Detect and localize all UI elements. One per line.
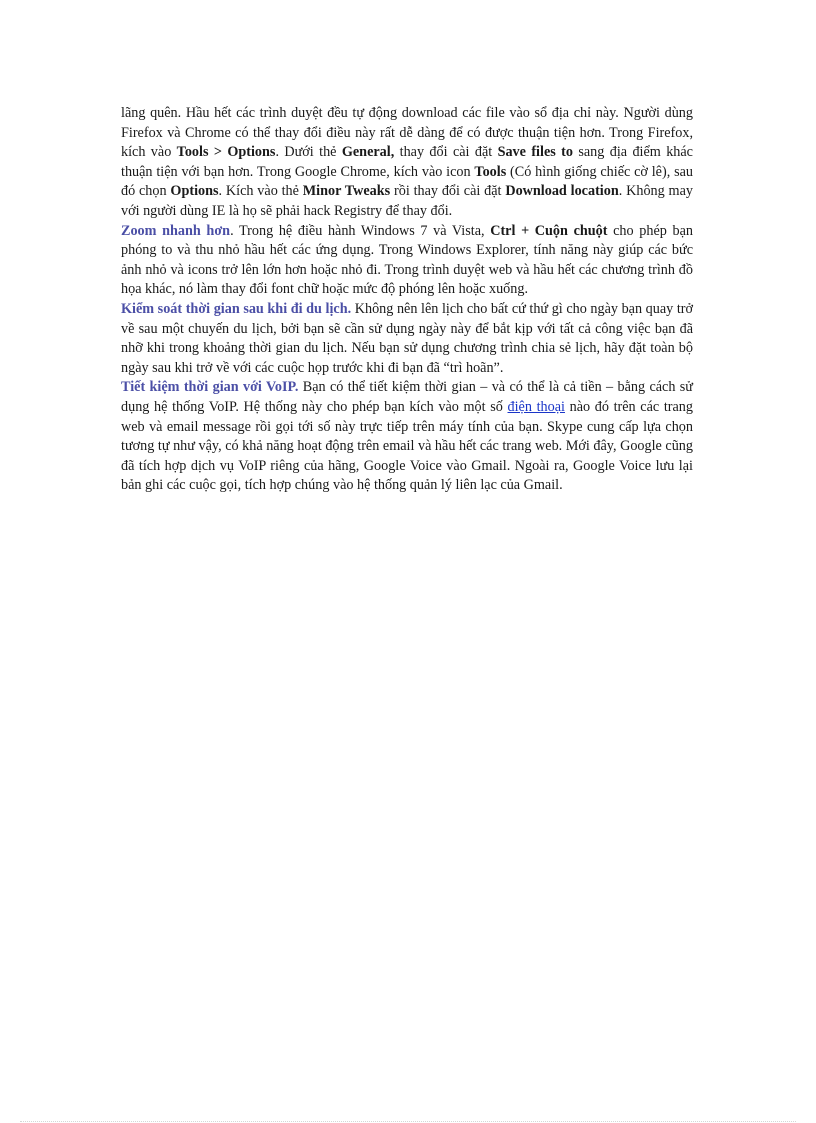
text-run: Bạn có thể tiết kiệm thời gian – và có thể là cả tiền – bằng cách sử dụng hệ thống VoIP. Hệ thống này cho phép bạn kích vào một số	[121, 379, 693, 415]
text-run: . Kích vào thẻ	[218, 183, 303, 200]
bold-term: Minor Tweaks	[302, 183, 391, 200]
text-run: Không nên lên lịch cho bất cứ thứ gì cho ngày bạn quay trở về sau một chuyến du lịch, bởi bạn sẽ cần sử dụng ngày này để bắt kịp với tất cả công việc bạn đã nhỡ khi trong khoảng thời gian du lịch. Nếu bạn sử dụng chương trình chia sẻ lịch, hãy đặt toàn bộ ngày sau khi trở về với các cuộc họp trước khi đi bạn đã “trì hoãn”.	[121, 300, 694, 376]
phone-number-link[interactable]: điện thoại	[507, 398, 565, 415]
paragraph-travel	[121, 300, 693, 378]
paragraph-zoom	[121, 222, 693, 300]
text-run: cho phép bạn phóng to và thu nhỏ hầu hết các ứng dụng. Trong Windows Explorer, tính năng này giúp các bức ảnh nhỏ và icons trở lên lớn hơn hoặc nhỏ đi. Trong trình duyệt web và hầu hết các chương trình đồ họa khác, nó làm thay đổi font chữ hoặc mức độ phóng lên hoặc xuống.	[121, 222, 693, 298]
bold-term: Options	[170, 183, 219, 200]
text-run: lãng quên. Hầu hết các trình duyệt đều tự động download các file vào sổ địa chỉ này. Người dùng Firefox và Chrome có thể thay đổi điều này rất dễ dàng để có được thuận tiện hơn. Trong Firefox, kích vào	[121, 105, 693, 161]
text-run: . Không may với người dùng IE là họ sẽ phải hack Registry để thay đổi.	[121, 183, 693, 219]
section-heading: Kiểm soát thời gian sau khi đi du lịch.	[121, 300, 352, 317]
text-run: . Trong hệ điều hành Windows 7 và Vista,	[230, 222, 491, 239]
text-run: nào đó trên các trang web và email message rồi gọi tới số này trực tiếp trên máy tính của bạn. Skype cung cấp lựa chọn tương tự như vậy, có khả năng hoạt động trên email và hầu hết các trang web. Mới đây, Google cũng đã tích hợp dịch vụ VoIP riêng của hãng, Google Voice vào Gmail. Ngoài ra, Google Voice lưu lại bản ghi các cuộc gọi, tích hợp chúng vào hệ thống quản lý liên lạc của Gmail.	[121, 398, 693, 494]
section-heading: Zoom nhanh hơn	[121, 222, 231, 239]
paragraph-browser-downloads	[121, 104, 693, 222]
paragraph-voip	[121, 378, 693, 496]
bold-term: Tools > Options	[176, 144, 276, 161]
bold-term: Download location	[505, 183, 619, 200]
bold-term: Ctrl + Cuộn chuột	[490, 222, 608, 239]
page-bottom-divider	[20, 1121, 796, 1122]
document-body	[121, 104, 693, 496]
bold-term: Tools	[474, 163, 507, 180]
section-heading: Tiết kiệm thời gian với VoIP.	[121, 379, 299, 396]
text-run: . Dưới thẻ	[275, 144, 342, 161]
bold-term: Save files to	[497, 144, 573, 161]
text-run: (Có hình giống chiếc cờ lê), sau đó chọn	[121, 163, 693, 200]
text-run: sang địa điểm khác thuận tiện với bạn hơn. Trong Google Chrome, kích vào icon	[121, 144, 693, 180]
text-run: thay đổi cài đặt	[394, 144, 498, 161]
text-run: rồi thay đổi cài đặt	[390, 183, 506, 200]
bold-term: General,	[341, 144, 395, 161]
